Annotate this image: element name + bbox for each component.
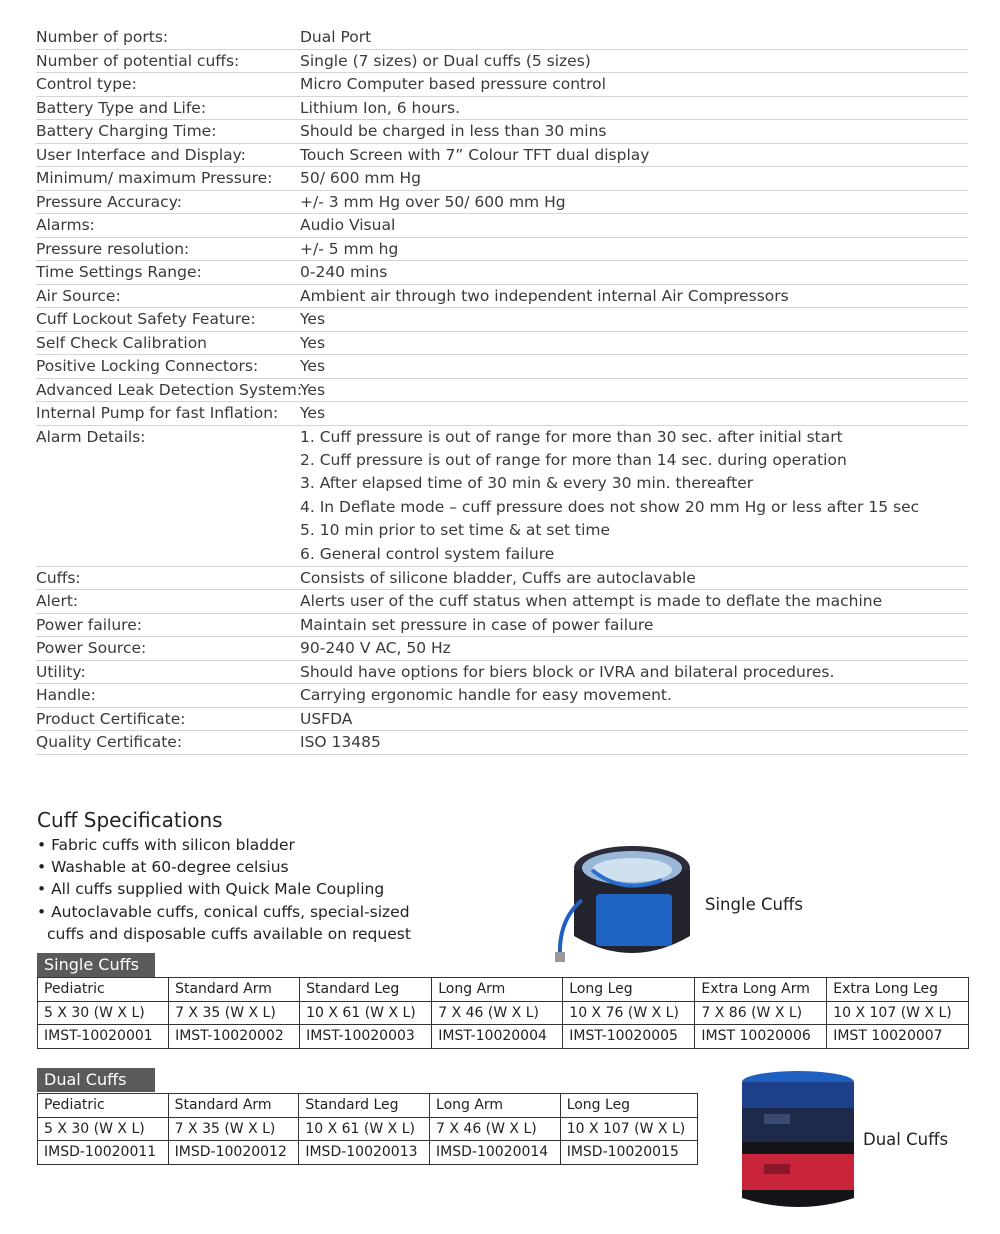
spec-value: Should be charged in less than 30 mins [300,122,607,140]
table-cell: 7 X 46 (W X L) [432,1001,563,1025]
spec-row [36,355,968,379]
spec-value: Should have options for biers block or IVRA and bilateral procedures. [300,662,835,681]
table-cell: Standard Leg [300,978,432,1002]
table-cell: 10 X 107 (W X L) [560,1117,697,1141]
spec-value: Dual Port [300,28,372,46]
spec-row [36,144,968,168]
spec-row [36,285,968,309]
spec-label: Cuff Lockout Safety Feature: [36,310,256,328]
spec-value: Audio Visual [300,216,396,234]
spec-row [36,191,968,215]
spec-label: Time Settings Range: [36,263,202,281]
table-cell: 7 X 35 (W X L) [169,1001,300,1025]
spec-label: Utility: [36,662,86,681]
table-cell: 7 X 46 (W X L) [430,1117,561,1141]
spec-value: Yes [300,357,326,375]
spec-row [36,567,968,591]
spec-label: Air Source: [36,286,121,305]
table-cell: IMST-10020001 [38,1025,169,1049]
alarm-detail-item: 4. In Deflate mode – cuff pressure does not show 20 mm Hg or less after 15 sec [300,497,920,516]
table-row [38,1001,969,1025]
spec-value: Ambient air through two independent internal Air Compressors [300,286,789,305]
spec-value: 0-240 mins [300,263,388,281]
spec-value: Touch Screen with 7” Colour TFT dual display [300,145,650,164]
spec-row [36,661,968,685]
spec-label: Battery Charging Time: [36,122,217,140]
table-cell: IMSD-10020013 [299,1141,430,1165]
cuff-feature-item: • Washable at 60-degree celsius [37,858,289,877]
spec-row [36,26,968,50]
spec-row [36,120,968,144]
cuff-specifications-title: Cuff Specifications [37,808,223,832]
spec-row [36,402,968,426]
spec-row [36,50,968,74]
alarm-detail-item: 5. 10 min prior to set time & at set time [300,521,611,540]
table-cell: IMST-10020002 [169,1025,300,1049]
spec-value: 50/ 600 mm Hg [300,169,422,187]
spec-label: Control type: [36,75,137,93]
table-cell: Extra Long Leg [827,978,969,1002]
spec-value: Yes [300,310,326,328]
spec-row [36,590,968,614]
spec-list [36,26,968,755]
spec-value: ISO 13485 [300,733,381,752]
spec-row [36,261,968,285]
spec-label: User Interface and Display: [36,145,246,164]
table-cell: IMSD-10020011 [38,1141,169,1165]
spec-value: +/- 5 mm hg [300,239,399,258]
alarm-detail-item: 3. After elapsed time of 30 min & every 30 min. thereafter [300,474,754,493]
cuff-feature-item: • All cuffs supplied with Quick Male Coupling [37,880,385,899]
spec-row [36,332,968,356]
table-cell: Extra Long Arm [695,978,827,1002]
spec-row-alarm-details [36,426,968,567]
spec-label: Alarm Details: [36,427,146,446]
spec-value: Yes [300,333,326,352]
table-cell: Long Leg [560,1094,697,1118]
single-cuffs-photo-label: Single Cuffs [705,895,803,914]
table-cell: Pediatric [38,978,169,1002]
table-row [38,1025,969,1049]
spec-label: Number of potential cuffs: [36,51,240,70]
spec-label: Pressure resolution: [36,239,190,258]
spec-row [36,614,968,638]
single-cuffs-heading: Single Cuffs [37,953,155,977]
spec-label: Quality Certificate: [36,733,183,752]
table-row [38,1117,698,1141]
spec-row [36,708,968,732]
table-cell: Long Leg [563,978,695,1002]
cuff-feature-item: • Autoclavable cuffs, conical cuffs, special-sized cuffs and disposable cuffs available on request [37,902,411,943]
table-cell: IMST 10020007 [827,1025,969,1049]
table-cell: IMSD-10020015 [560,1141,697,1165]
cuff-feature-list [37,834,447,945]
table-cell: Standard Leg [299,1094,430,1118]
cuff-feature-item: • Fabric cuffs with silicon bladder [37,836,295,854]
spec-label: Power Source: [36,639,147,658]
table-row [38,978,969,1002]
table-cell: IMST-10020005 [563,1025,695,1049]
table-cell: IMST 10020006 [695,1025,827,1049]
spec-value: USFDA [300,709,353,728]
table-cell: 5 X 30 (W X L) [38,1117,169,1141]
dual-cuffs-photo-label: Dual Cuffs [863,1130,949,1149]
table-cell: IMST-10020003 [300,1025,432,1049]
table-cell: 10 X 61 (W X L) [300,1001,432,1025]
table-cell: Long Arm [430,1094,561,1118]
spec-label: Positive Locking Connectors: [36,357,259,375]
spec-value: Maintain set pressure in case of power failure [300,615,654,634]
single-cuff-image [552,840,700,966]
spec-value: Yes [300,404,326,422]
spec-label: Battery Type and Life: [36,98,207,117]
spec-label: Number of ports: [36,28,169,46]
spec-row [36,684,968,708]
spec-row [36,379,968,403]
spec-row [36,73,968,97]
alarm-detail-item: 2. Cuff pressure is out of range for more than 14 sec. during operation [300,450,847,469]
spec-value: Consists of silicone bladder, Cuffs are autoclavable [300,568,696,587]
spec-row [36,637,968,661]
table-cell: 5 X 30 (W X L) [38,1001,169,1025]
table-cell: IMSD-10020014 [430,1141,561,1165]
spec-value: Single (7 sizes) or Dual cuffs (5 sizes) [300,51,591,70]
spec-value: Yes [300,380,326,399]
dual-cuffs-table [37,1093,698,1165]
spec-row [36,238,968,262]
spec-label: Product Certificate: [36,709,186,728]
alarm-detail-item: 1. Cuff pressure is out of range for more than 30 sec. after initial start [300,427,843,446]
alarm-detail-item: 6. General control system failure [300,544,555,563]
table-cell: 7 X 35 (W X L) [168,1117,299,1141]
dual-cuff-image [738,1068,858,1212]
spec-value: Lithium Ion, 6 hours. [300,98,461,117]
table-row [38,1094,698,1118]
spec-label: Self Check Calibration [36,333,208,352]
table-row [38,1141,698,1165]
spec-label: Cuffs: [36,568,81,587]
spec-label: Advanced Leak Detection System: [36,380,303,399]
spec-value: Alerts user of the cuff status when attempt is made to deflate the machine [300,592,883,611]
spec-row [36,308,968,332]
spec-row [36,97,968,121]
table-cell: Standard Arm [168,1094,299,1118]
spec-value: Carrying ergonomic handle for easy movement. [300,686,672,705]
table-cell: 10 X 61 (W X L) [299,1117,430,1141]
spec-label: Alert: [36,592,79,611]
spec-label: Pressure Accuracy: [36,192,182,211]
dual-cuffs-heading: Dual Cuffs [37,1068,155,1092]
table-cell: IMSD-10020012 [168,1141,299,1165]
table-cell: Pediatric [38,1094,169,1118]
table-cell: 10 X 107 (W X L) [827,1001,969,1025]
spec-row [36,167,968,191]
table-cell: IMST-10020004 [432,1025,563,1049]
spec-value: Micro Computer based pressure control [300,75,606,93]
table-cell: Long Arm [432,978,563,1002]
spec-label: Power failure: [36,615,142,634]
alarm-detail-list [300,426,968,566]
spec-label: Alarms: [36,216,95,234]
table-cell: Standard Arm [169,978,300,1002]
spec-row [36,214,968,238]
spec-label: Handle: [36,686,96,705]
table-cell: 10 X 76 (W X L) [563,1001,695,1025]
spec-label: Internal Pump for fast Inflation: [36,404,279,422]
single-cuffs-table [37,977,969,1049]
table-cell: 7 X 86 (W X L) [695,1001,827,1025]
spec-value: +/- 3 mm Hg over 50/ 600 mm Hg [300,192,566,211]
spec-label: Minimum/ maximum Pressure: [36,169,273,187]
spec-value: 90-240 V AC, 50 Hz [300,639,451,658]
spec-row [36,731,968,755]
